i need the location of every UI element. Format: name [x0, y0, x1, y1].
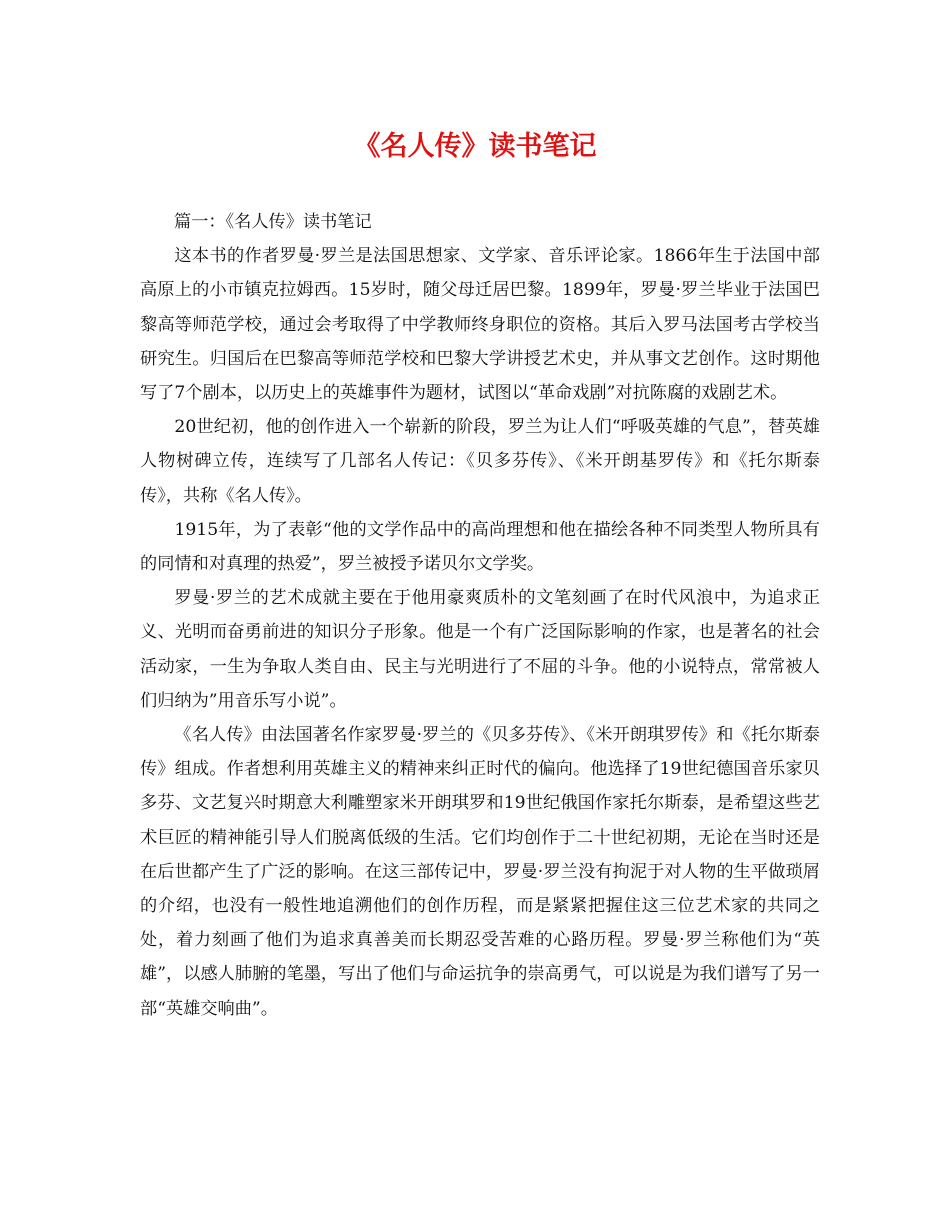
paragraph-author-intro: 这本书的作者罗曼·罗兰是法国思想家、文学家、音乐评论家。1866年生于法国中部高原上的小市镇克拉姆西。15岁时，随父母迁居巴黎。1899年，罗曼·罗兰毕业于法国巴黎高等师范学校，通过会考取得了中学教师终身职位的资格。其后入罗马法国考古学校当研究生。归国后在巴黎高等师范学校和巴黎大学讲授艺术史，并从事文艺创作。这时期他写了7个剧本，以历史上的英雄事件为题材，试图以“革命戏剧”对抗陈腐的戏剧艺术。: [140, 246, 820, 404]
paragraph-early-20th-century: 20世纪初，他的创作进入一个崭新的阶段，罗兰为让人们“呼吸英雄的气息”，替英雄人物树碑立传，连续写了几部名人传记：《贝多芬传》、《米开朗基罗传》和《托尔斯泰传》，共称《名人传》。: [140, 417, 820, 506]
document-title: 《名人传》读书笔记: [353, 131, 597, 162]
section-heading: 篇一：《名人传》读书笔记: [174, 212, 372, 232]
document-body: [140, 205, 820, 1026]
paragraph-book-summary: 《名人传》由法国著名作家罗曼·罗兰的《贝多芬传》、《米开朗琪罗传》和《托尔斯泰传》组成。作者想利用英雄主义的精神来纠正时代的偏向。他选择了19世纪德国音乐家贝多芬、文艺复兴时期意大利雕塑家米开朗琪罗和19世纪俄国作家托尔斯泰，是希望这些艺术巨匠的精神能引导人们脱离低级的生活。它们均创作于二十世纪初期，无论在当时还是在后世都产生了广泛的影响。在这三部传记中，罗曼·罗兰没有拘泥于对人物的生平做琐屑的介绍，也没有一般性地追溯他们的创作历程，而是紧紧把握住这三位艺术家的共同之处，着力刻画了他们为追求真善美而长期忍受苦难的心路历程。罗曼·罗兰称他们为“英雄”，以感人肺腑的笔墨，写出了他们与命运抗争的崇高勇气，可以说是为我们谱写了另一部“英雄交响曲”。: [140, 725, 820, 1019]
paragraph-nobel-prize: 1915年，为了表彰“他的文学作品中的高尚理想和他在描绘各种不同类型人物所具有的同情和对真理的热爱”，罗兰被授予诺贝尔文学奖。: [140, 519, 820, 575]
paragraph-artistic-achievement: 罗曼·罗兰的艺术成就主要在于他用豪爽质朴的文笔刻画了在时代风浪中，为追求正义、光明而奋勇前进的知识分子形象。他是一个有广泛国际影响的作家，也是著名的社会活动家，一生为争取人类自由、民主与光明进行了不屈的斗争。他的小说特点，常常被人们归纳为”用音乐写小说”。: [140, 588, 820, 711]
